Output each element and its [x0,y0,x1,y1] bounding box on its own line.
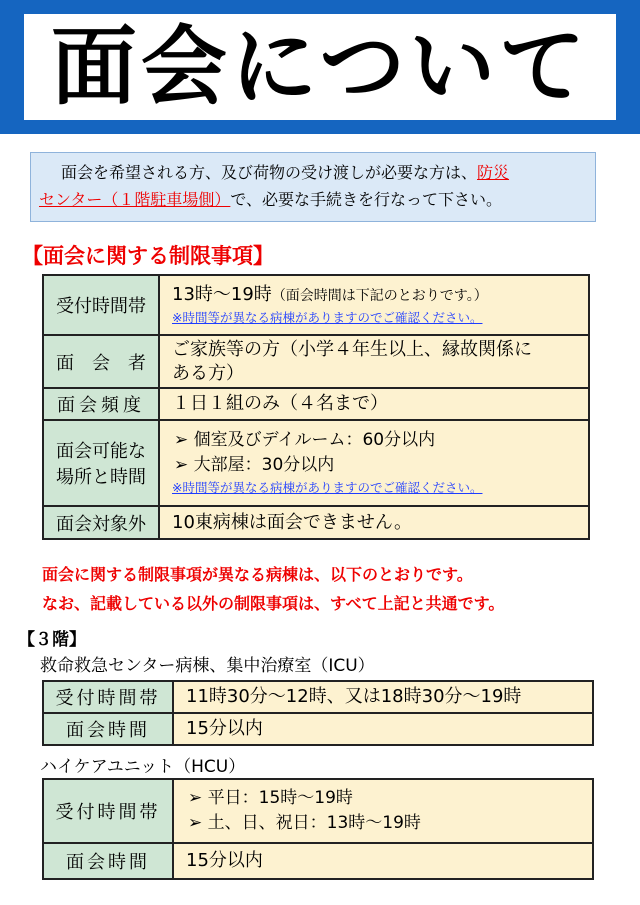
row-label: 面会時間 [43,713,173,745]
notice-line-2 [39,186,589,213]
row-value [159,420,589,506]
list-item: ➢ 土、日、祝日：13時～19時 [188,813,421,833]
row-value [173,713,593,745]
hcu-table [42,778,594,880]
table-row [43,335,589,388]
visitor-line-1: ご家族等の方（小学４年生以上、縁故関係に [172,338,532,360]
table-row [43,506,589,539]
list-item: ➢ 平日：15時～19時 [188,788,353,808]
icu-table [42,680,594,746]
floor-label: 【３階】 [18,630,86,650]
table-row [43,388,589,420]
table-row [43,275,589,335]
hcu-duration-value: 15分以内 [186,850,263,871]
title-banner [0,0,640,134]
notice-text: で、必要な手続きを行なって下さい。 [230,190,503,209]
hcu-title: ハイケアユニット（HCU） [40,757,246,777]
row-value [173,779,593,843]
notice-line-1 [39,159,589,186]
list-item: ➢ 大部屋：30分以内 [174,455,335,475]
row-label: 受付時間帯 [43,275,159,335]
row-value [159,335,589,388]
row-label: 面会時間 [43,843,173,879]
row-value [159,506,589,539]
notice-highlight: センター（１階駐車場側） [39,190,231,209]
row-label: 面会頻度 [43,388,159,420]
notice-box [30,152,596,222]
page-title: 面会について [50,17,590,117]
ward-note-link[interactable]: ※時間等が異なる病棟がありますのでご確認ください。 [172,480,483,495]
restrictions-table [42,274,590,540]
row-value [173,681,593,713]
icu-title: 救命救急センター病棟、集中治療室（ICU） [40,656,375,676]
row-value [159,388,589,420]
list-item: ➢ 個室及びデイルーム：60分以内 [174,430,436,450]
places-label-line-2: 場所と時間 [56,467,146,488]
row-value [173,843,593,879]
places-label-line-1: 面会可能な [56,441,146,462]
table-row [43,779,593,843]
visitor-line-2: ある方） [172,362,244,384]
row-label: 受付時間帯 [43,779,173,843]
table-row [43,713,593,745]
alert-note-1: 面会に関する制限事項が異なる病棟は、以下のとおりです。 [42,565,473,584]
row-label: 面会対象外 [43,506,159,539]
section-title: 【面会に関する制限事項】 [22,244,274,268]
notice-highlight: 防災 [477,163,510,182]
row-label [43,420,159,506]
row-label: 面 会 者 [43,335,159,388]
frequency-value: １日１組のみ（４名まで） [172,393,388,414]
excluded-value: 10東病棟は面会できません。 [172,511,412,533]
row-label: 受付時間帯 [43,681,173,713]
reception-note: （面会時間は下記のとおりです。） [271,287,488,304]
table-row [43,681,593,713]
icu-duration-value: 15分以内 [186,718,263,739]
icu-reception-value: 11時30分～12時、又は18時30分～19時 [186,686,522,707]
table-row [43,420,589,506]
notice-text: 面会を希望される方、及び荷物の受け渡しが必要な方は、 [61,163,478,182]
ward-note-link[interactable]: ※時間等が異なる病棟がありますのでご確認ください。 [172,309,483,325]
alert-note-2: なお、記載している以外の制限事項は、すべて上記と共通です。 [42,594,505,613]
table-row [43,843,593,879]
title-panel [24,14,616,120]
row-value [159,275,589,335]
reception-time: 13時～19時 [172,283,272,305]
